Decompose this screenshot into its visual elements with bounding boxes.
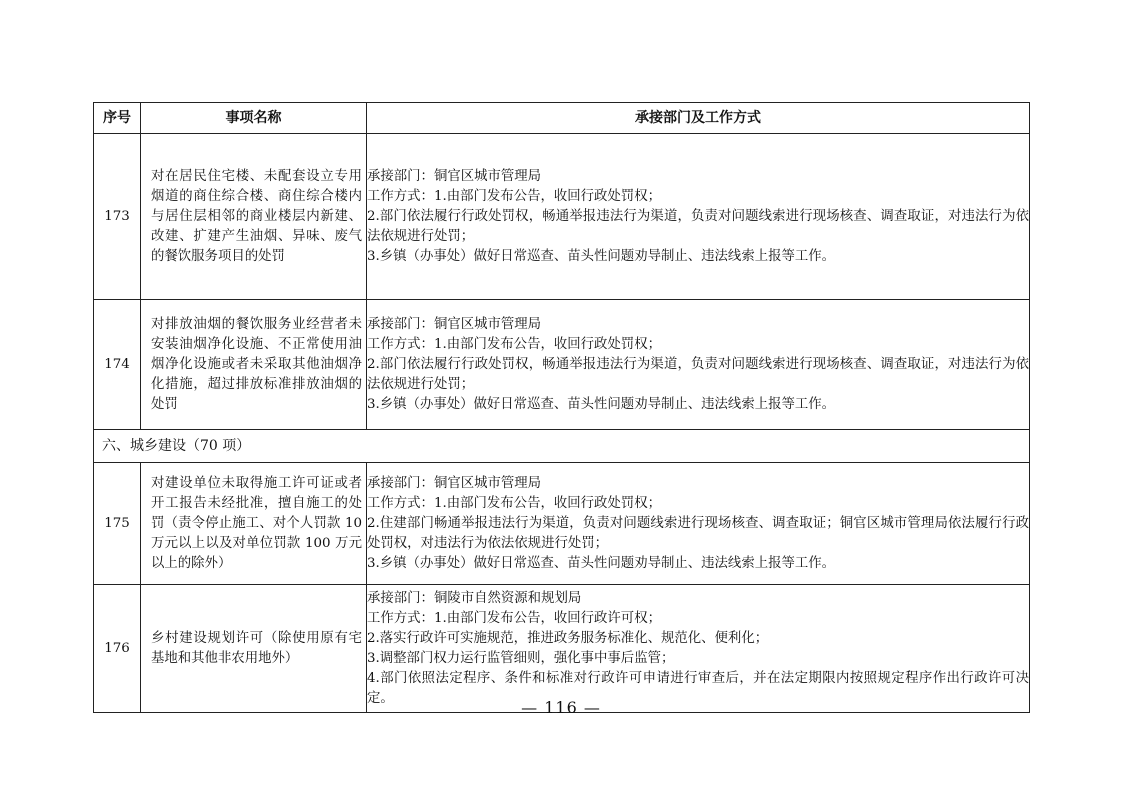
method-line: 承接部门：铜官区城市管理局 (367, 168, 542, 184)
method-line: 2.落实行政许可实施规范，推进政务服务标准化、规范化、便利化； (367, 630, 769, 646)
method-line: 3.调整部门权力运行监管细则，强化事中事后监管； (367, 650, 675, 666)
table-row (94, 585, 1030, 713)
method-line: 工作方式：1.由部门发布公告，收回行政处罚权； (367, 188, 661, 204)
header-number: 序号 (94, 103, 141, 134)
row-method (367, 463, 1030, 585)
row-item-name (141, 134, 367, 300)
row-item-name (141, 300, 367, 430)
method-line: 承接部门：铜官区城市管理局 (367, 475, 542, 491)
item-name-text: 对排放油烟的餐饮服务业经营者未安装油烟净化设施、不正常使用油烟净化设施或者未采取其他油烟净化措施，超过排放标准排放油烟的处罚 (151, 316, 362, 412)
section-row (94, 430, 1030, 463)
method-line: 3.乡镇（办事处）做好日常巡查、苗头性问题劝导制止、违法线索上报等工作。 (367, 555, 836, 571)
method-line: 工作方式：1.由部门发布公告，收回行政许可权； (367, 610, 661, 626)
method-line: 3.乡镇（办事处）做好日常巡查、苗头性问题劝导制止、违法线索上报等工作。 (367, 396, 836, 412)
item-name-text: 乡村建设规划许可（除使用原有宅基地和其他非农用地外） (151, 630, 362, 666)
method-line: 3.乡镇（办事处）做好日常巡查、苗头性问题劝导制止、违法线索上报等工作。 (367, 248, 836, 264)
method-line: 2.部门依法履行行政处罚权，畅通举报违法行为渠道，负责对问题线索进行现场核查、调查取证，对违法行为依法依规进行处罚； (367, 208, 1029, 244)
header-item-name: 事项名称 (141, 103, 367, 134)
table-header-row (94, 103, 1030, 134)
table-row (94, 300, 1030, 430)
table-row (94, 463, 1030, 585)
method-line: 2.住建部门畅通举报违法行为渠道，负责对问题线索进行现场核查、调查取证；铜官区城市管理局依法履行行政处罚权，对违法行为依法依规进行处罚； (367, 515, 1029, 551)
table-row (94, 134, 1030, 300)
method-line: 工作方式：1.由部门发布公告，收回行政处罚权； (367, 495, 661, 511)
method-line: 承接部门：铜官区城市管理局 (367, 316, 542, 332)
row-item-name (141, 585, 367, 713)
method-line: 4.部门依照法定程序、条件和标准对行政许可申请进行审查后，并在法定期限内按照规定程序作出行政许可决定。 (367, 670, 1029, 706)
item-name-text: 对在居民住宅楼、未配套设立专用烟道的商住综合楼、商住综合楼内与居住层相邻的商业楼层内新建、改建、扩建产生油烟、异味、废气的餐饮服务项目的处罚 (151, 168, 362, 264)
row-method (367, 300, 1030, 430)
row-method (367, 134, 1030, 300)
method-line: 2.部门依法履行行政处罚权，畅通举报违法行为渠道，负责对问题线索进行现场核查、调查取证，对违法行为依法依规进行处罚； (367, 356, 1029, 392)
items-table (93, 102, 1030, 713)
row-number: 174 (94, 300, 141, 430)
page-number: — 116 — (521, 698, 601, 717)
item-name-text: 对建设单位未取得施工许可证或者开工报告未经批准，擅自施工的处罚（责令停止施工、对个人罚款 10 万元以上以及对单位罚款 100 万元以上的除外） (151, 475, 362, 571)
row-number: 175 (94, 463, 141, 585)
row-number: 176 (94, 585, 141, 713)
method-line: 工作方式：1.由部门发布公告，收回行政处罚权； (367, 336, 661, 352)
method-line: 承接部门：铜陵市自然资源和规划局 (367, 590, 582, 606)
row-number: 173 (94, 134, 141, 300)
section-title: 六、城乡建设（70 项） (94, 430, 1030, 463)
row-method (367, 585, 1030, 713)
header-department-method: 承接部门及工作方式 (367, 103, 1030, 134)
row-item-name (141, 463, 367, 585)
